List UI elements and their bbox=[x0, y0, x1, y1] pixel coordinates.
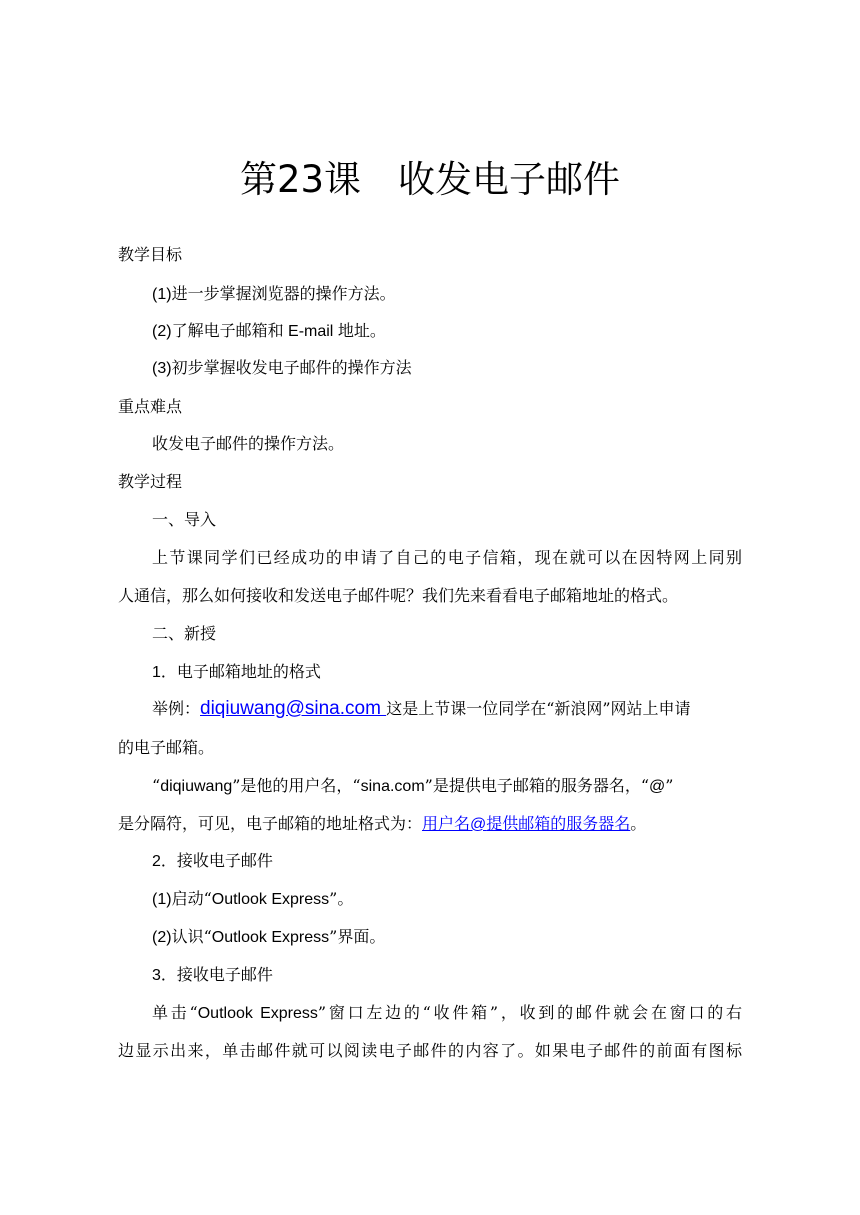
address-format[interactable] bbox=[422, 814, 630, 833]
item2-sub-2 bbox=[152, 925, 742, 950]
part1-paragraph-line-2: 人通信，那么如何接收和发送电子邮件呢？我们先来看看电子邮箱地址的格式。 bbox=[118, 586, 679, 605]
username-example: diqiuwang bbox=[160, 778, 233, 795]
explain-line-1 bbox=[152, 774, 742, 799]
objective-number: (2) bbox=[152, 323, 172, 340]
objective-text: 初步掌握收发电子邮件的操作方法 bbox=[171, 358, 412, 377]
objective-item-1 bbox=[152, 282, 742, 307]
item-number: 1． bbox=[152, 664, 177, 681]
objectives-heading: 教学目标 bbox=[118, 245, 183, 264]
app-name: Outlook Express bbox=[211, 891, 330, 908]
email-link[interactable]: diqiuwang@sina.com bbox=[200, 698, 387, 719]
sub-number: (2) bbox=[152, 929, 172, 946]
format-server: 提供邮箱的服务器名 bbox=[486, 814, 631, 833]
para-text: 单击“ bbox=[152, 1003, 198, 1022]
para-text: ”窗口左边的“收件箱”，收到的邮件就会在窗口的右 bbox=[317, 1003, 742, 1022]
keypoints-text: 收发电子邮件的操作方法。 bbox=[152, 434, 345, 453]
item-text: 接收电子邮件 bbox=[176, 851, 273, 870]
keypoints-heading: 重点难点 bbox=[118, 397, 183, 416]
explain-text: 是分隔符，可见，电子邮箱的地址格式为： bbox=[118, 814, 423, 833]
item-text: 电子邮箱地址的格式 bbox=[176, 662, 321, 681]
item3-paragraph-line-1 bbox=[152, 1001, 742, 1026]
item2-heading bbox=[152, 849, 742, 874]
item3-paragraph-line-2: 边显示出来，单击邮件就可以阅读电子邮件的内容了。如果电子邮件的前面有图标 bbox=[118, 1041, 742, 1060]
item-text: 接收电子邮件 bbox=[176, 965, 273, 984]
at-symbol: @ bbox=[649, 778, 666, 795]
objective-number: (1) bbox=[152, 286, 172, 303]
item1-heading bbox=[152, 660, 742, 685]
format-username: 用户名 bbox=[422, 814, 471, 833]
explain-text: 。 bbox=[630, 814, 647, 833]
app-name: Outlook Express bbox=[211, 929, 330, 946]
objective-text: 进一步掌握浏览器的操作方法。 bbox=[171, 284, 396, 303]
explain-line-2 bbox=[118, 812, 742, 837]
quote-open: “ bbox=[152, 776, 161, 795]
item-number: 3． bbox=[152, 967, 177, 984]
objective-item-3 bbox=[152, 356, 742, 381]
example-suffix: 这是上节课一位同学在“新浪网”网站上申请 bbox=[386, 699, 691, 718]
process-heading: 教学过程 bbox=[118, 472, 183, 491]
page-title: 第23课 收发电子邮件 bbox=[239, 158, 621, 201]
sub-text: 启动“ bbox=[171, 889, 212, 908]
part1-paragraph-line-1: 上节课同学们已经成功的申请了自己的电子信箱，现在就可以在因特网上同别 bbox=[152, 548, 742, 567]
quote-close: ” bbox=[665, 776, 674, 795]
sub-text-tail: ”。 bbox=[329, 889, 354, 908]
app-name: Outlook Express bbox=[197, 1005, 318, 1022]
format-at: @ bbox=[470, 816, 487, 833]
explain-text: ”是提供电子邮箱的服务器名，“ bbox=[424, 776, 650, 795]
example-line-2: 的电子邮箱。 bbox=[118, 738, 215, 757]
server-example: sina.com bbox=[360, 778, 425, 795]
objective-item-2 bbox=[152, 319, 742, 344]
sub-number: (1) bbox=[152, 891, 172, 908]
sub-text: 认识“ bbox=[171, 927, 212, 946]
objective-term: E-mail bbox=[283, 323, 338, 340]
part2-heading: 二、新授 bbox=[152, 624, 217, 643]
item-number: 2． bbox=[152, 853, 177, 870]
example-line-1 bbox=[152, 697, 742, 721]
sub-text-tail: ”界面。 bbox=[329, 927, 386, 946]
objective-number: (3) bbox=[152, 360, 172, 377]
item3-heading bbox=[152, 963, 742, 988]
part1-heading: 一、导入 bbox=[152, 510, 217, 529]
example-prefix: 举例： bbox=[152, 699, 201, 718]
explain-text: ”是他的用户名，“ bbox=[232, 776, 361, 795]
item2-sub-1 bbox=[152, 887, 742, 912]
objective-text: 了解电子邮箱和 bbox=[171, 321, 284, 340]
objective-text-tail: 地址。 bbox=[337, 321, 386, 340]
